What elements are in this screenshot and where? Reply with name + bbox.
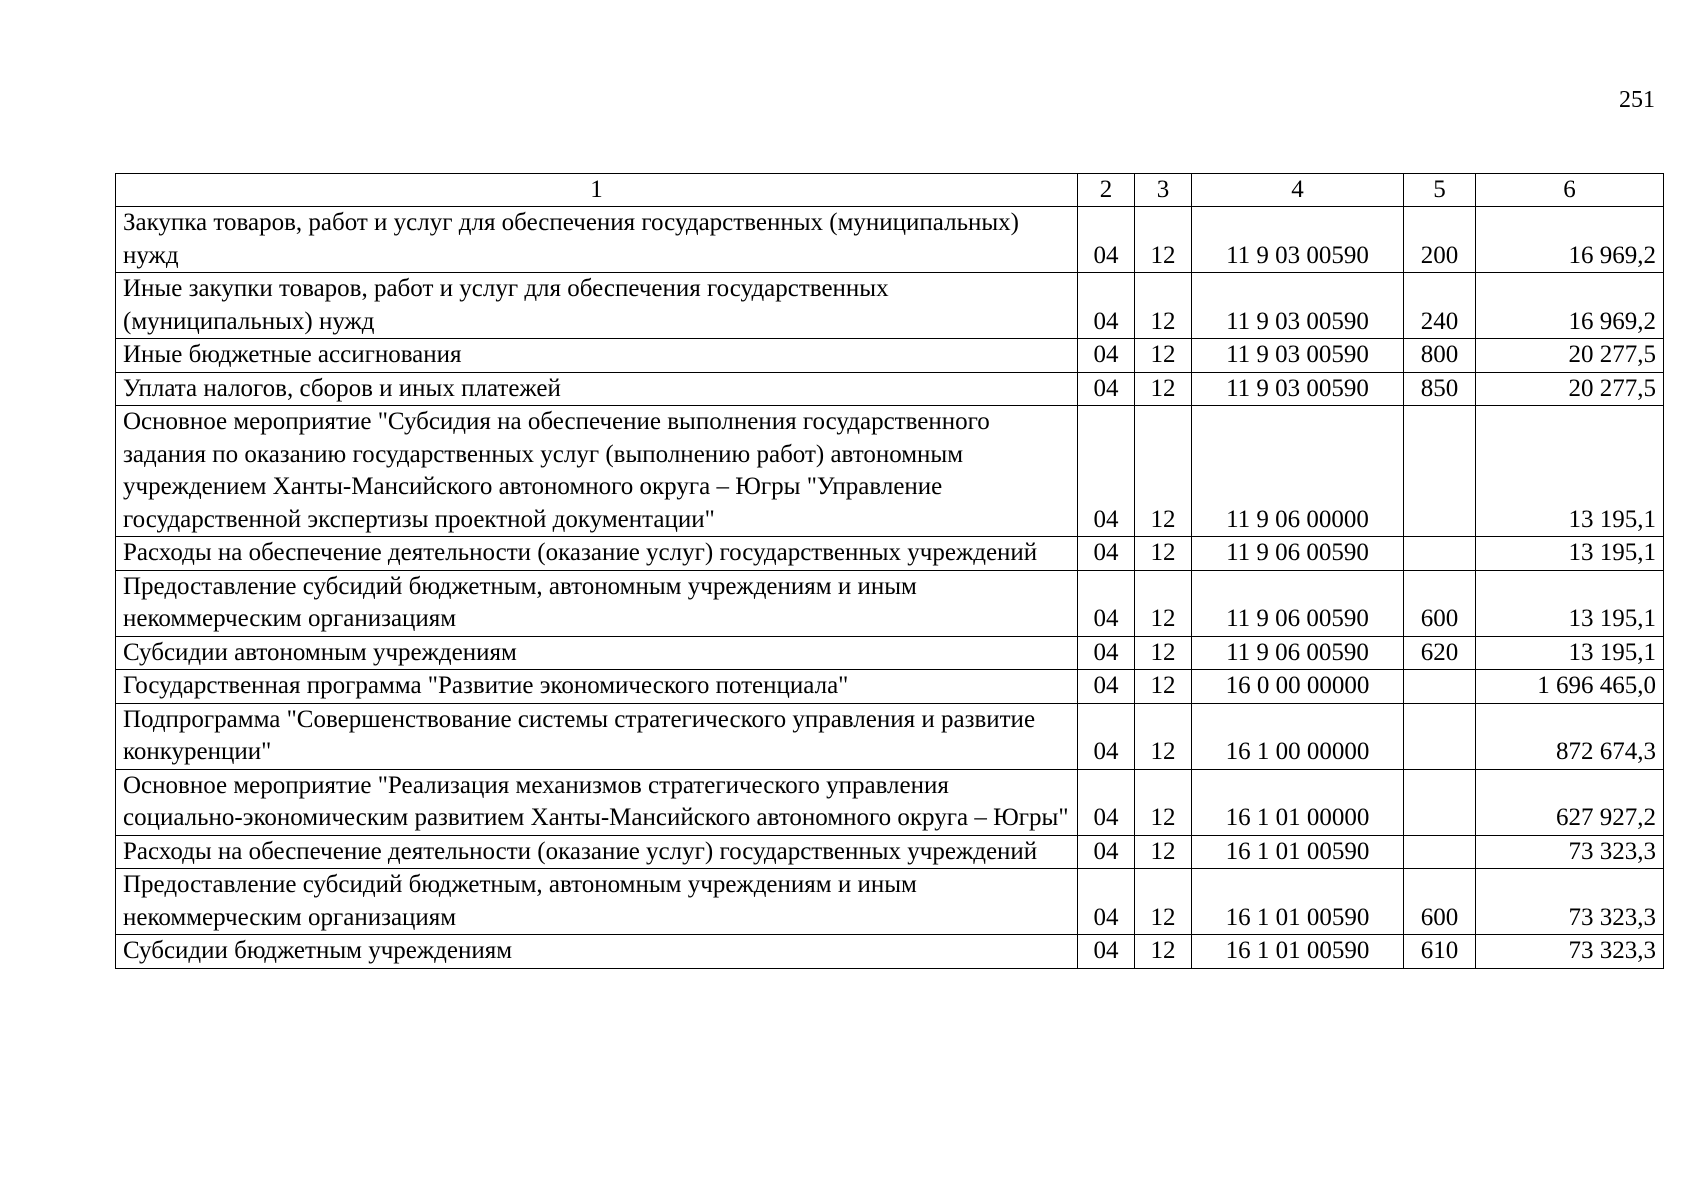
cell-subsection: 12 [1135,570,1192,636]
budget-table [115,173,1664,969]
cell-target-article: 16 1 01 00000 [1192,769,1404,835]
cell-target-article: 16 1 01 00590 [1192,835,1404,869]
table-row [116,935,1664,969]
table-row [116,339,1664,373]
cell-section: 04 [1078,570,1135,636]
cell-target-article: 11 9 06 00000 [1192,406,1404,537]
cell-section: 04 [1078,670,1135,704]
cell-section: 04 [1078,339,1135,373]
cell-target-article: 11 9 06 00590 [1192,570,1404,636]
cell-subsection: 12 [1135,406,1192,537]
cell-target-article: 16 1 01 00590 [1192,935,1404,969]
cell-target-article: 11 9 06 00590 [1192,636,1404,670]
cell-section: 04 [1078,935,1135,969]
cell-subsection: 12 [1135,372,1192,406]
cell-section: 04 [1078,372,1135,406]
cell-expense-type: 800 [1404,339,1476,373]
cell-expense-type [1404,670,1476,704]
cell-name: Основное мероприятие "Реализация механизмов стратегического управления социально-экономическим развитием Ханты-Мансийского автономного округа – Югры" [116,769,1078,835]
cell-name: Расходы на обеспечение деятельности (оказание услуг) государственных учреждений [116,835,1078,869]
cell-name: Уплата налогов, сборов и иных платежей [116,372,1078,406]
cell-expense-type: 620 [1404,636,1476,670]
table-row [116,570,1664,636]
header-cell-2: 2 [1078,174,1135,207]
cell-amount: 16 969,2 [1476,273,1664,339]
cell-target-article: 11 9 06 00590 [1192,537,1404,571]
cell-target-article: 11 9 03 00590 [1192,372,1404,406]
cell-target-article: 16 1 00 00000 [1192,703,1404,769]
cell-target-article: 11 9 03 00590 [1192,339,1404,373]
cell-expense-type: 600 [1404,570,1476,636]
cell-amount: 872 674,3 [1476,703,1664,769]
cell-target-article: 16 1 01 00590 [1192,869,1404,935]
cell-subsection: 12 [1135,636,1192,670]
cell-amount: 13 195,1 [1476,570,1664,636]
cell-section: 04 [1078,537,1135,571]
cell-section: 04 [1078,835,1135,869]
cell-amount: 20 277,5 [1476,339,1664,373]
table-row [116,372,1664,406]
cell-amount: 16 969,2 [1476,207,1664,273]
cell-section: 04 [1078,636,1135,670]
cell-subsection: 12 [1135,869,1192,935]
cell-name: Предоставление субсидий бюджетным, автономным учреждениям и иным некоммерческим организациям [116,570,1078,636]
page-number: 251 [1619,87,1655,113]
cell-subsection: 12 [1135,339,1192,373]
cell-amount: 20 277,5 [1476,372,1664,406]
header-cell-4: 4 [1192,174,1404,207]
cell-name: Основное мероприятие "Субсидия на обеспечение выполнения государственного задания по оказанию государственных услуг (выполнению работ) автономным учреждением Ханты-Мансийского автономного округа – Югры "Управление государственной экспертизы проектной документации" [116,406,1078,537]
table-row [116,703,1664,769]
cell-expense-type [1404,835,1476,869]
cell-expense-type [1404,537,1476,571]
cell-subsection: 12 [1135,935,1192,969]
cell-section: 04 [1078,273,1135,339]
header-cell-1: 1 [116,174,1078,207]
table-row [116,835,1664,869]
cell-amount: 1 696 465,0 [1476,670,1664,704]
header-row [116,174,1664,207]
cell-expense-type [1404,406,1476,537]
cell-expense-type: 600 [1404,869,1476,935]
cell-section: 04 [1078,769,1135,835]
cell-expense-type [1404,703,1476,769]
header-cell-6: 6 [1476,174,1664,207]
cell-name: Субсидии бюджетным учреждениям [116,935,1078,969]
cell-section: 04 [1078,406,1135,537]
cell-subsection: 12 [1135,835,1192,869]
table-header [116,174,1664,207]
table-body [116,207,1664,969]
cell-name: Предоставление субсидий бюджетным, автономным учреждениям и иным некоммерческим организациям [116,869,1078,935]
cell-expense-type: 200 [1404,207,1476,273]
cell-subsection: 12 [1135,537,1192,571]
cell-amount: 13 195,1 [1476,406,1664,537]
cell-target-article: 11 9 03 00590 [1192,273,1404,339]
table-row [116,869,1664,935]
table-row [116,537,1664,571]
cell-amount: 73 323,3 [1476,835,1664,869]
cell-name: Государственная программа "Развитие экономического потенциала" [116,670,1078,704]
cell-section: 04 [1078,703,1135,769]
cell-name: Расходы на обеспечение деятельности (оказание услуг) государственных учреждений [116,537,1078,571]
cell-amount: 627 927,2 [1476,769,1664,835]
header-cell-3: 3 [1135,174,1192,207]
table-row [116,769,1664,835]
cell-expense-type: 240 [1404,273,1476,339]
cell-name: Субсидии автономным учреждениям [116,636,1078,670]
cell-name: Закупка товаров, работ и услуг для обеспечения государственных (муниципальных) нужд [116,207,1078,273]
cell-amount: 13 195,1 [1476,537,1664,571]
cell-subsection: 12 [1135,207,1192,273]
cell-amount: 73 323,3 [1476,869,1664,935]
table-row [116,207,1664,273]
table-row [116,406,1664,537]
table-row [116,273,1664,339]
cell-name: Иные закупки товаров, работ и услуг для обеспечения государственных (муниципальных) нужд [116,273,1078,339]
cell-subsection: 12 [1135,273,1192,339]
cell-subsection: 12 [1135,769,1192,835]
table-row [116,670,1664,704]
cell-target-article: 16 0 00 00000 [1192,670,1404,704]
header-cell-5: 5 [1404,174,1476,207]
cell-name: Подпрограмма "Совершенствование системы стратегического управления и развитие конкуренции" [116,703,1078,769]
cell-expense-type: 610 [1404,935,1476,969]
cell-subsection: 12 [1135,703,1192,769]
cell-amount: 73 323,3 [1476,935,1664,969]
cell-amount: 13 195,1 [1476,636,1664,670]
cell-name: Иные бюджетные ассигнования [116,339,1078,373]
cell-expense-type: 850 [1404,372,1476,406]
cell-subsection: 12 [1135,670,1192,704]
cell-section: 04 [1078,869,1135,935]
cell-section: 04 [1078,207,1135,273]
table-row [116,636,1664,670]
cell-target-article: 11 9 03 00590 [1192,207,1404,273]
cell-expense-type [1404,769,1476,835]
